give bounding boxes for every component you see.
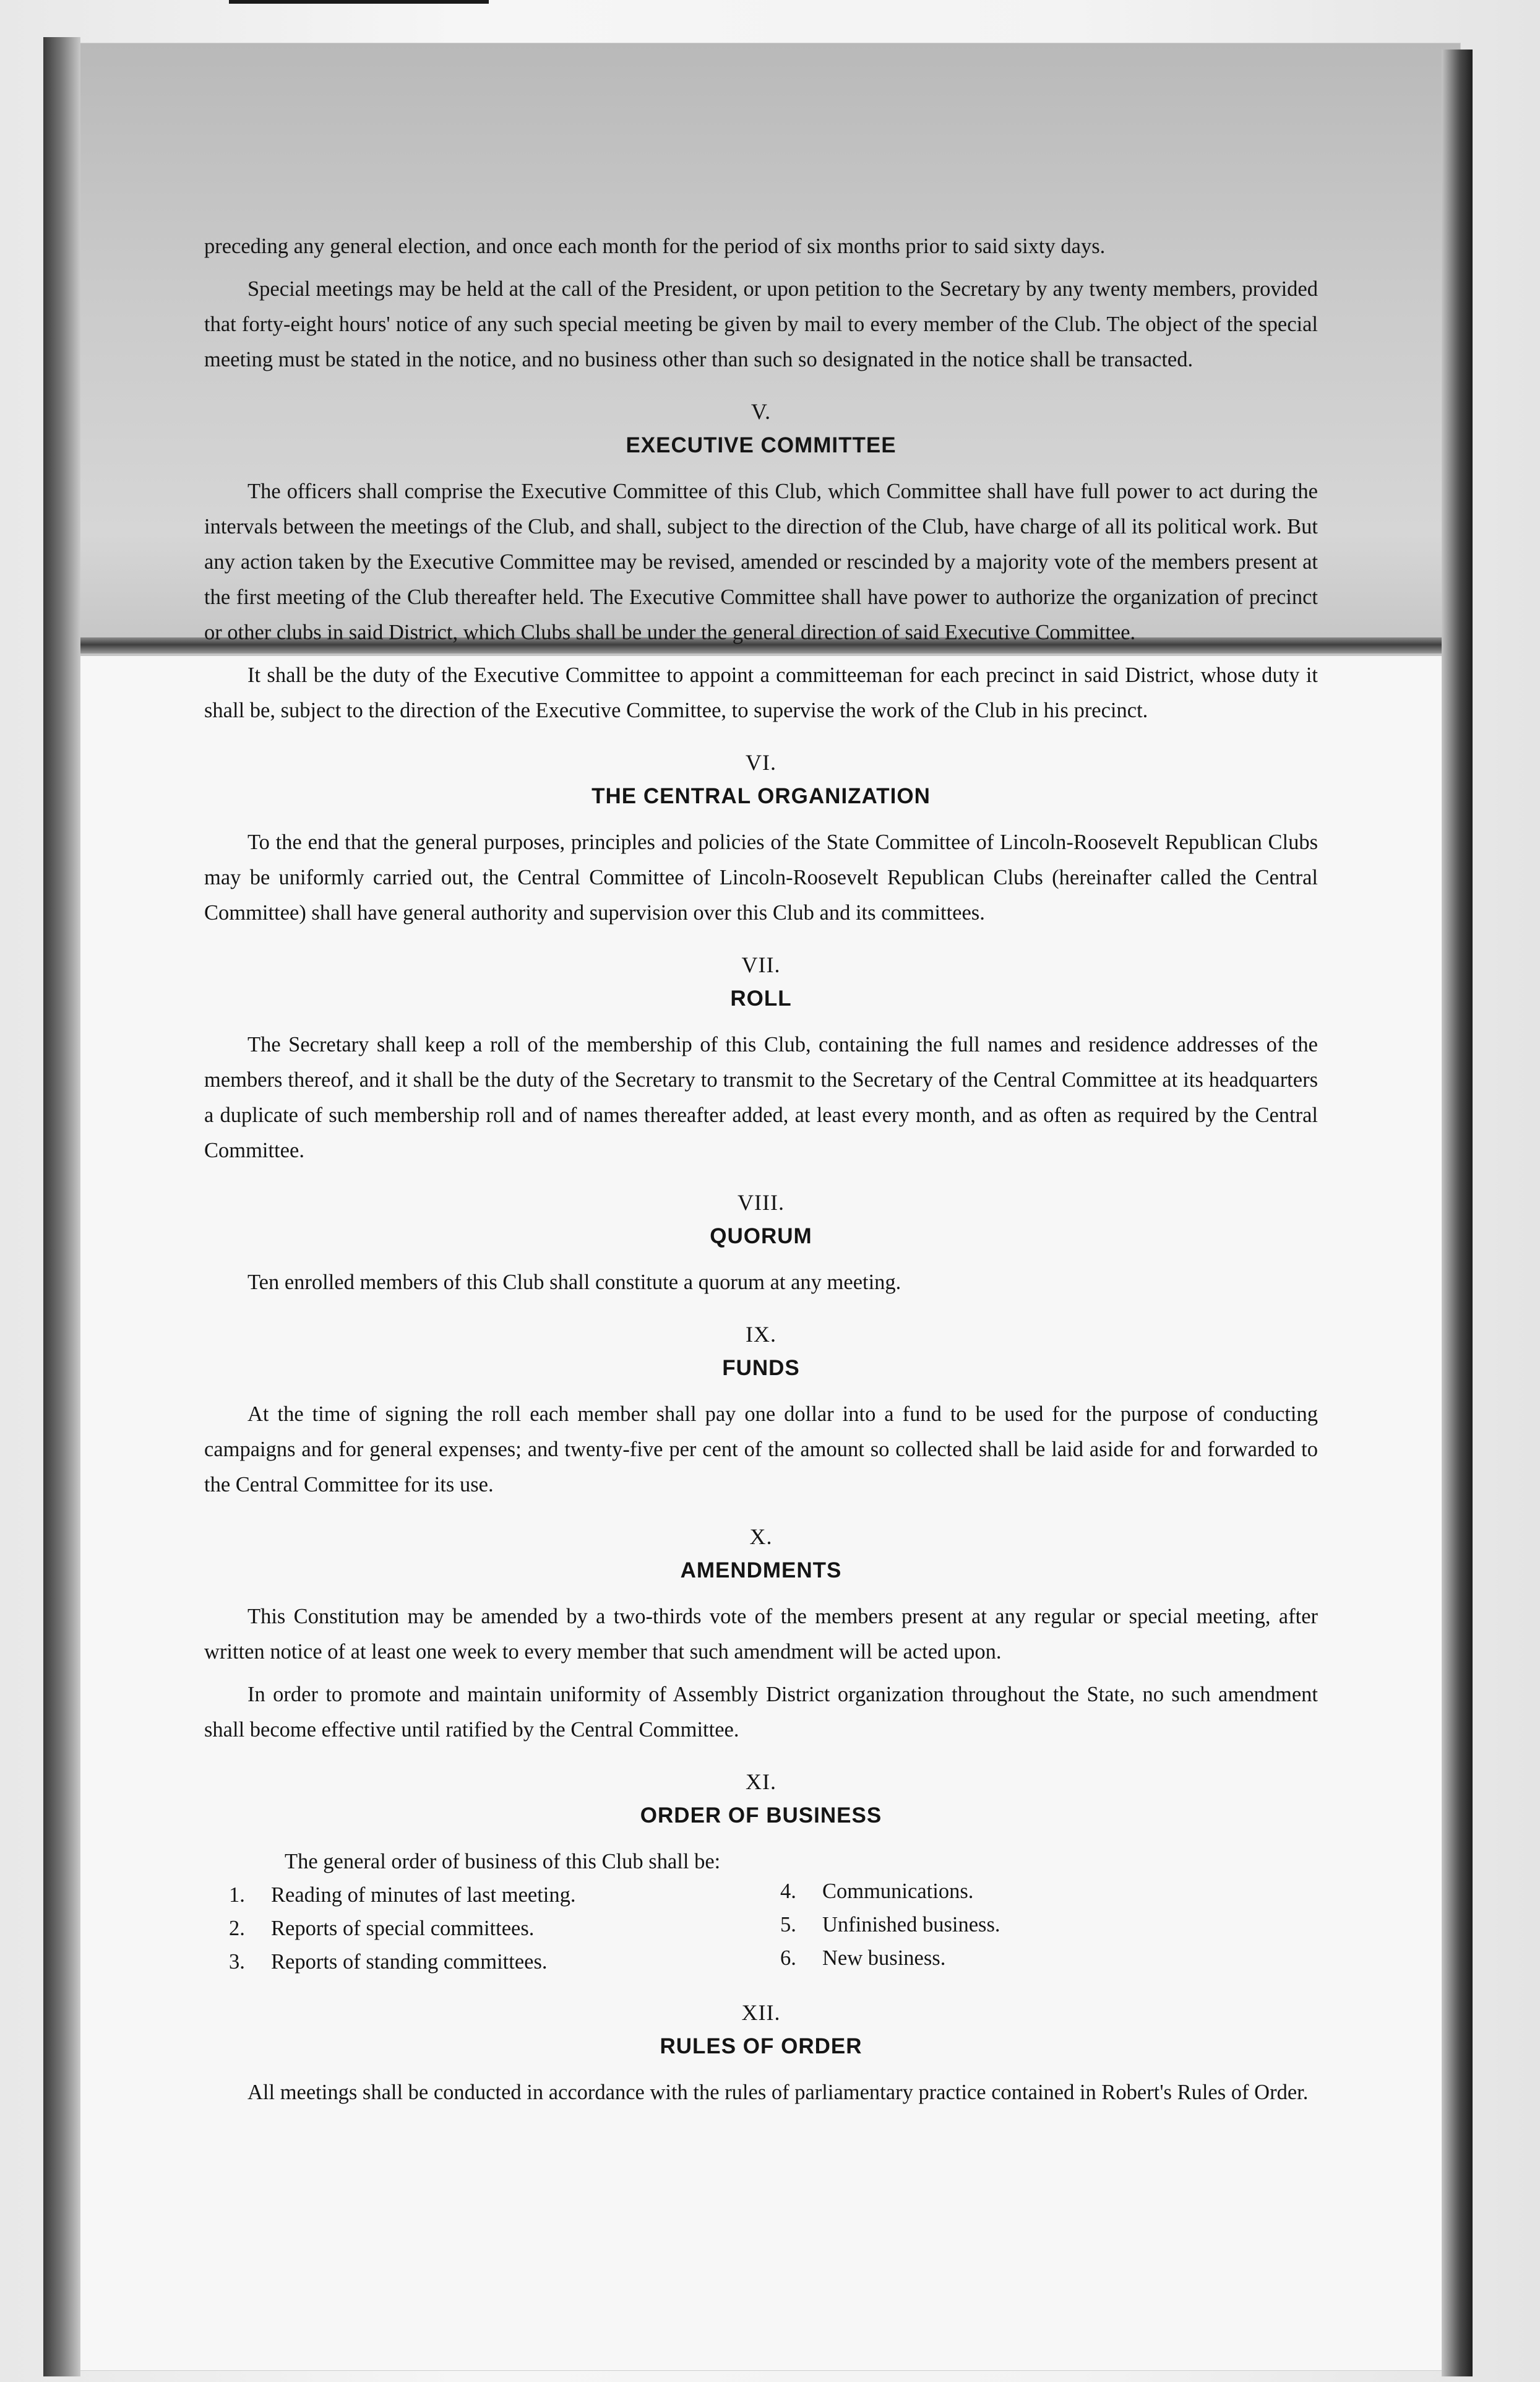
section-numeral: VIII.: [738, 1190, 785, 1215]
list-item: [229, 1878, 767, 1912]
section-heading: ROLL: [730, 986, 792, 1011]
item-number: 1.: [229, 1883, 245, 1907]
item-text: Reports of standing committees.: [271, 1950, 548, 1974]
section-paragraph: The Secretary shall keep a roll of the membership of this Club, containing the full names and residence addresses of the members thereof, and it shall be the duty of the Secretary to transmit to the Secretary of the Central Committee at its headquarters a duplicate of such membership roll and of names thereafter added, at least every month, and as often as required by the Central Committee.: [204, 1033, 1318, 1162]
section-paragraph: All meetings shall be conducted in accordance with the rules of parliamentary practice contained in Robert's Rules of Order.: [247, 2081, 1309, 2104]
top-edge-mark: [229, 0, 489, 4]
section-paragraph: Ten enrolled members of this Club shall constitute a quorum at any meeting.: [247, 1271, 901, 1294]
intro-paragraph: Special meetings may be held at the call of the President, or upon petition to the Secretary by any twenty members, provided that forty-eight hours' notice of any such special meeting be given by mail to every member of the Club. The object of the special meeting must be stated in the notice, and no business other than such so designated in the notice shall be transacted.: [204, 277, 1318, 371]
left-page-edge: [43, 37, 80, 2376]
list-item: [780, 1941, 1318, 1975]
list-item: [780, 1908, 1318, 1941]
list-item: [780, 1875, 1318, 1908]
section-numeral: XII.: [741, 2000, 781, 2025]
section-paragraph: In order to promote and maintain uniformity of Assembly District organization throughout the State, no such amendment shall become effective until ratified by the Central Committee.: [204, 1683, 1318, 1741]
section-numeral: V.: [751, 399, 772, 424]
right-page-edge: [1442, 50, 1473, 2376]
item-text: Reading of minutes of last meeting.: [271, 1883, 576, 1907]
section-paragraph: At the time of signing the roll each member shall pay one dollar into a fund to be used for the purpose of conducting campaigns and for general expenses; and twenty-five per cent of the amount so collected shall be laid aside for and forwarded to the Central Committee for its use.: [204, 1402, 1318, 1496]
intro-paragraph: preceding any general election, and once each month for the period of six months prior to said sixty days.: [204, 235, 1106, 258]
section-heading: THE CENTRAL ORGANIZATION: [591, 784, 931, 808]
section-paragraph: It shall be the duty of the Executive Committee to appoint a committeeman for each precinct in said District, whose duty it shall be, subject to the direction of the Executive Committee, to supervise the work of the Club in his precinct.: [204, 663, 1318, 722]
section-heading: FUNDS: [722, 1356, 800, 1380]
item-text: New business.: [822, 1946, 946, 1970]
document-body: [204, 229, 1318, 2110]
order-column-right: [767, 1875, 1318, 1979]
item-number: 6.: [780, 1946, 796, 1970]
section-heading: EXECUTIVE COMMITTEE: [626, 433, 897, 457]
section-heading: ORDER OF BUSINESS: [640, 1803, 882, 1827]
list-item: [229, 1912, 767, 1945]
section-paragraph: The officers shall comprise the Executive Committee of this Club, which Committee shall have full power to act during the intervals between the meetings of the Club, and shall, subject to the direction of the Club, have charge of all its political work. But any action taken by the Executive Committee may be revised, amended or rescinded by a majority vote of the members present at the first meeting of the Club thereafter held. The Executive Committee shall have power to authorize the organization of precinct or other clubs in said District, which Clubs shall be under the general direction of said Executive Committee.: [204, 480, 1318, 644]
section-paragraph: To the end that the general purposes, principles and policies of the State Committee of Lincoln-Roosevelt Republican Clubs may be uniformly carried out, the Central Committee of Lincoln-Roosevelt Republican Clubs (hereinafter called the Central Committee) shall have general authority and supervision over this Club and its committees.: [204, 831, 1318, 925]
order-intro: The general order of business of this Club shall be:: [285, 1850, 721, 1873]
list-item: [229, 1945, 767, 1979]
section-heading: RULES OF ORDER: [660, 2034, 862, 2058]
section-paragraph: This Constitution may be amended by a two-thirds vote of the members present at any regular or special meeting, after written notice of at least one week to every member that such amendment will be acted upon.: [204, 1605, 1318, 1664]
item-number: 3.: [229, 1950, 245, 1974]
item-number: 4.: [780, 1879, 796, 1903]
item-text: Reports of special committees.: [271, 1917, 535, 1940]
section-numeral: IX.: [746, 1322, 776, 1347]
section-numeral: XI.: [746, 1769, 776, 1794]
order-list: [204, 1878, 1318, 1979]
section-numeral: VI.: [746, 750, 776, 775]
item-number: 2.: [229, 1917, 245, 1940]
item-text: Unfinished business.: [822, 1913, 1000, 1936]
section-numeral: VII.: [741, 952, 781, 977]
section-numeral: X.: [749, 1524, 773, 1549]
order-column-left: [204, 1878, 767, 1979]
section-heading: AMENDMENTS: [680, 1558, 842, 1582]
item-number: 5.: [780, 1913, 796, 1936]
item-text: Communications.: [822, 1879, 974, 1903]
section-heading: QUORUM: [710, 1224, 812, 1248]
